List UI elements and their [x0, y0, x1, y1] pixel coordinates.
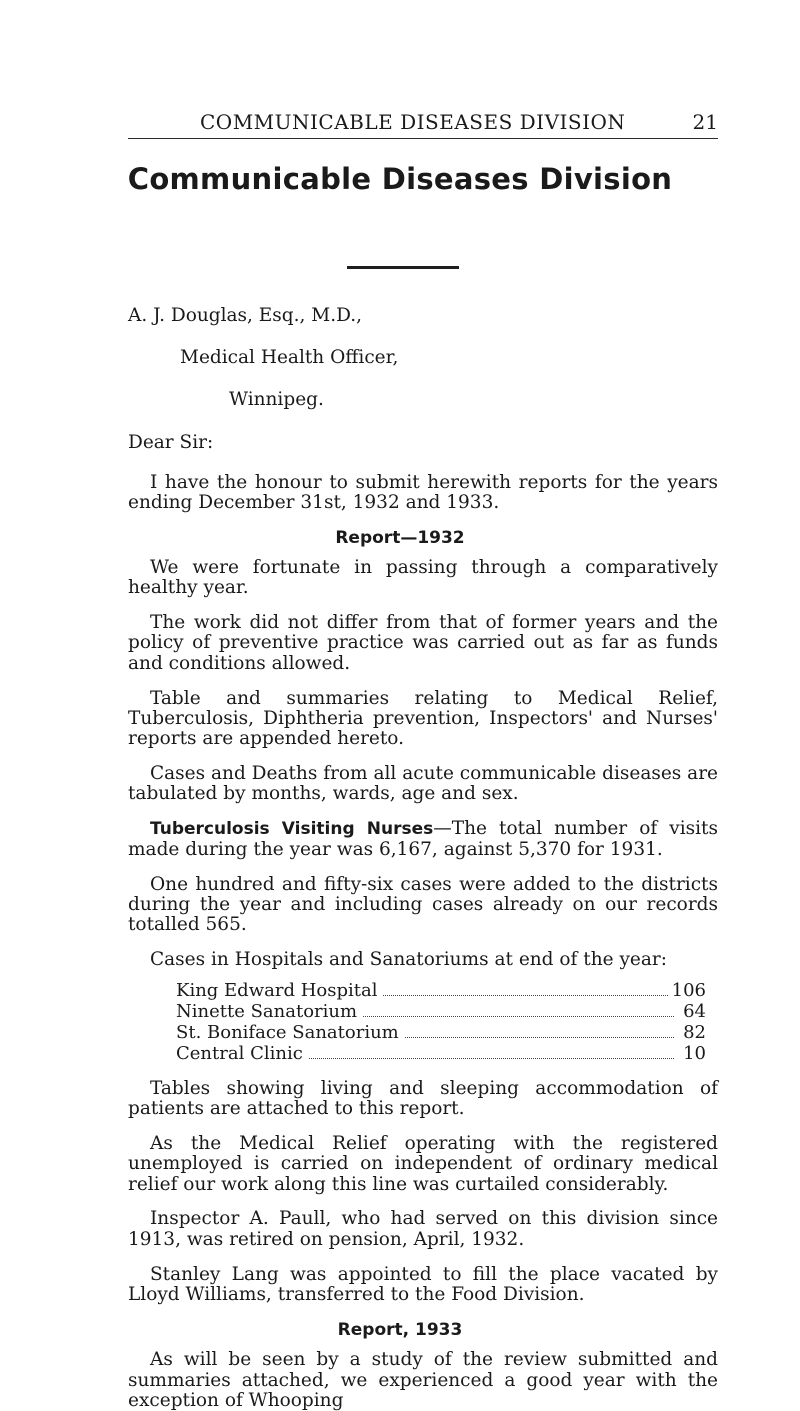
address-city: Winnipeg.	[229, 389, 324, 410]
running-header-section: COMMUNICABLE DISEASES DIVISION	[200, 110, 626, 134]
paragraph-1933-1	[128, 1350, 718, 1411]
paragraph-text: One hundred and fifty-six cases were added to the districts during the year and including cases already on our records totalled 565.	[128, 873, 718, 936]
hospital-count: 82	[683, 1022, 706, 1044]
paragraph-1932-5	[128, 819, 718, 860]
paragraph-text: As will be seen by a study of the review submitted and summaries attached, we experienced a good year with the exception of Whooping	[128, 1349, 718, 1411]
hospital-name: King Edward Hospital	[176, 980, 378, 1002]
hospital-name: Ninette Sanatorium	[176, 1001, 358, 1023]
dot-leader	[363, 1015, 674, 1017]
title-rule	[347, 266, 459, 269]
paragraph-text: Inspector A. Paull, who had served on this division since 1913, was retired on pension, April, 1932.	[128, 1208, 718, 1250]
dot-leader	[309, 1057, 674, 1059]
paragraph-text: Tables showing living and sleeping accommodation of patients are attached to this report.	[128, 1077, 718, 1119]
paragraph-1932-6	[128, 875, 718, 936]
hospital-name: Central Clinic	[176, 1043, 303, 1065]
paragraph-1932-2	[128, 613, 718, 674]
list-item	[176, 1043, 706, 1064]
running-header	[128, 104, 718, 139]
report-1933-heading: Report, 1933	[337, 1320, 463, 1341]
paragraph-1932-11	[128, 1265, 718, 1306]
paragraph-1932-10	[128, 1209, 718, 1250]
paragraph-text: —The total number of visits made during the year was 6,167, against 5,370 for 1931.	[128, 818, 718, 860]
address-name: A. J. Douglas, Esq., M.D.,	[128, 305, 363, 326]
paragraph-1932-1	[128, 558, 718, 599]
report-1932-heading: Report—1932	[335, 527, 465, 548]
dot-leader	[383, 994, 667, 996]
paragraph-text: As the Medical Relief operating with the registered unemployed is carried on independent of ordinary medical relief our work along this line was curtailed considerably.	[128, 1133, 718, 1195]
paragraph-text: Cases in Hospitals and Sanatoriums at end of the year:	[150, 949, 667, 971]
list-item	[176, 1001, 706, 1022]
page-number: 21	[692, 110, 718, 134]
hospital-list	[176, 980, 706, 1064]
intro-text: I have the honour to submit herewith reports for the years ending December 31st, 1932 and 1933.	[128, 472, 718, 514]
salutation: Dear Sir:	[128, 432, 214, 453]
hospital-count: 64	[683, 1001, 706, 1023]
paragraph-text: Cases and Deaths from all acute communicable diseases are tabulated by months, wards, age and sex.	[128, 762, 718, 805]
paragraph-text: The work did not differ from that of former years and the policy of preventive practice was carried out as far as funds and conditions allowed.	[128, 612, 718, 674]
paragraph-1932-7	[128, 950, 718, 970]
dot-leader	[405, 1036, 674, 1038]
paragraph-1932-3	[128, 689, 718, 750]
hospital-count: 106	[671, 980, 706, 1002]
paragraph-1932-8	[128, 1079, 718, 1120]
list-item	[176, 1022, 706, 1043]
paragraph-text: Table and summaries relating to Medical Relief, Tuberculosis, Diphtheria prevention, Inspectors' and Nurses' reports are appended hereto.	[128, 687, 718, 750]
runin-heading: Tuberculosis Visiting Nurses	[150, 819, 434, 840]
hospital-count: 10	[683, 1043, 706, 1065]
paragraph-text: We were fortunate in passing through a comparatively healthy year.	[128, 556, 718, 599]
hospital-name: St. Boniface Sanatorium	[176, 1022, 399, 1044]
paragraph-1932-9	[128, 1134, 718, 1195]
page-title: Communicable Diseases Division	[127, 162, 673, 196]
intro-paragraph	[128, 473, 718, 514]
paragraph-text: Stanley Lang was appointed to fill the place vacated by Lloyd Williams, transferred to the Food Division.	[128, 1263, 718, 1306]
address-position: Medical Health Officer,	[180, 347, 399, 368]
paragraph-1932-4	[128, 764, 718, 805]
list-item	[176, 980, 706, 1001]
